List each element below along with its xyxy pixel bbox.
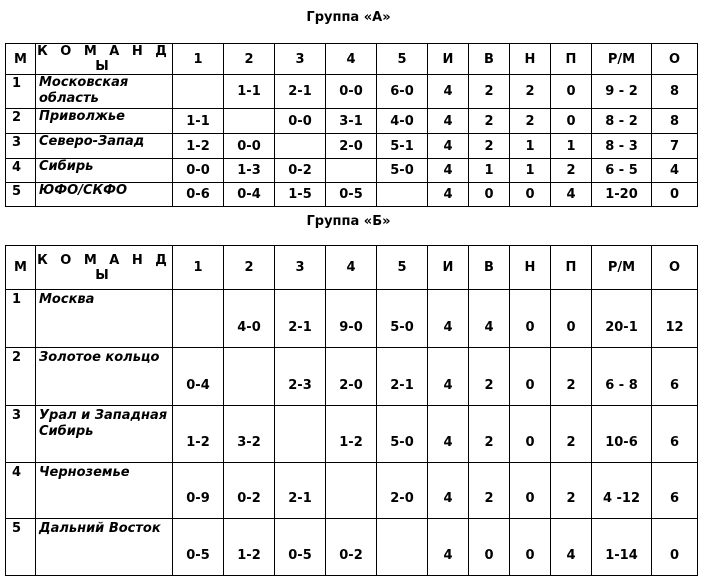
score-cell: 0-4 bbox=[224, 183, 275, 207]
header-col: 3 bbox=[275, 246, 326, 290]
place-cell: 5 bbox=[6, 183, 36, 207]
place-cell: 4 bbox=[6, 159, 36, 183]
score-cell: 1-2 bbox=[173, 134, 224, 159]
score-cell: 0 bbox=[551, 109, 592, 134]
score-cell bbox=[377, 519, 428, 576]
header-col: Н bbox=[510, 44, 551, 75]
score-cell: 3-2 bbox=[224, 406, 275, 463]
score-cell: 4 bbox=[652, 159, 698, 183]
table-row bbox=[6, 183, 698, 207]
score-cell: 4 bbox=[428, 75, 469, 109]
score-cell: 2 bbox=[551, 159, 592, 183]
group-a-title: Группа «А» bbox=[306, 10, 391, 25]
score-cell: 1-1 bbox=[224, 75, 275, 109]
team-name: Золотое кольцо bbox=[36, 348, 173, 406]
table-row bbox=[6, 348, 698, 406]
score-cell: 0-5 bbox=[173, 519, 224, 576]
score-cell: 4 bbox=[428, 159, 469, 183]
score-cell: 6 - 5 bbox=[592, 159, 652, 183]
score-cell: 4 bbox=[428, 348, 469, 406]
place-cell: 2 bbox=[6, 109, 36, 134]
score-cell: 6-0 bbox=[377, 75, 428, 109]
score-cell: 1-2 bbox=[326, 406, 377, 463]
team-name: Москва bbox=[36, 290, 173, 348]
score-cell: 5-0 bbox=[377, 406, 428, 463]
group-b-title: Группа «Б» bbox=[306, 214, 391, 229]
score-cell: 8 bbox=[652, 109, 698, 134]
score-cell: 0-0 bbox=[173, 159, 224, 183]
table-row bbox=[6, 463, 698, 519]
team-name: Северо-Запад bbox=[36, 134, 173, 159]
table-row bbox=[6, 75, 698, 109]
header-col: В bbox=[469, 44, 510, 75]
header-col: 3 bbox=[275, 44, 326, 75]
score-cell: 0-2 bbox=[224, 463, 275, 519]
score-cell: 7 bbox=[652, 134, 698, 159]
score-cell: 4-0 bbox=[224, 290, 275, 348]
header-col: 1 bbox=[173, 44, 224, 75]
score-cell: 12 bbox=[652, 290, 698, 348]
score-cell: 0-5 bbox=[326, 183, 377, 207]
score-cell: 10-6 bbox=[592, 406, 652, 463]
score-cell: 1 bbox=[510, 159, 551, 183]
team-name: Сибирь bbox=[36, 159, 173, 183]
score-cell: 2-1 bbox=[377, 348, 428, 406]
place-cell: 1 bbox=[6, 290, 36, 348]
header-col: В bbox=[469, 246, 510, 290]
score-cell: 4 bbox=[428, 406, 469, 463]
score-cell: 2-3 bbox=[275, 348, 326, 406]
score-cell bbox=[326, 463, 377, 519]
score-cell: 6 - 8 bbox=[592, 348, 652, 406]
header-place: М bbox=[6, 246, 36, 290]
score-cell: 2-0 bbox=[326, 348, 377, 406]
score-cell: 0-9 bbox=[173, 463, 224, 519]
score-cell: 3-1 bbox=[326, 109, 377, 134]
group-b-header-row bbox=[6, 246, 698, 290]
score-cell: 5-1 bbox=[377, 134, 428, 159]
score-cell bbox=[224, 109, 275, 134]
score-cell: 1-2 bbox=[173, 406, 224, 463]
score-cell bbox=[326, 159, 377, 183]
header-col: И bbox=[428, 246, 469, 290]
score-cell: 4 bbox=[551, 519, 592, 576]
header-col: 5 bbox=[377, 44, 428, 75]
score-cell: 2 bbox=[469, 75, 510, 109]
score-cell: 0 bbox=[551, 290, 592, 348]
score-cell: 2 bbox=[469, 406, 510, 463]
score-cell: 2-0 bbox=[377, 463, 428, 519]
score-cell: 2-1 bbox=[275, 290, 326, 348]
score-cell: 0-2 bbox=[326, 519, 377, 576]
score-cell: 1 bbox=[551, 134, 592, 159]
score-cell: 2-1 bbox=[275, 75, 326, 109]
score-cell: 0 bbox=[469, 519, 510, 576]
header-col: 4 bbox=[326, 246, 377, 290]
score-cell: 5-0 bbox=[377, 290, 428, 348]
score-cell: 0-2 bbox=[275, 159, 326, 183]
score-cell: 0 bbox=[652, 183, 698, 207]
table-row bbox=[6, 159, 698, 183]
table-row bbox=[6, 290, 698, 348]
header-col: 4 bbox=[326, 44, 377, 75]
place-cell: 3 bbox=[6, 406, 36, 463]
team-name: Московская область bbox=[36, 75, 173, 109]
score-cell: 2 bbox=[510, 75, 551, 109]
team-name: Приволжье bbox=[36, 109, 173, 134]
score-cell: 1-20 bbox=[592, 183, 652, 207]
score-cell: 0 bbox=[510, 519, 551, 576]
score-cell: 0 bbox=[510, 290, 551, 348]
header-place: М bbox=[6, 44, 36, 75]
place-cell: 3 bbox=[6, 134, 36, 159]
score-cell: 0-4 bbox=[173, 348, 224, 406]
score-cell: 4 bbox=[428, 109, 469, 134]
score-cell: 2 bbox=[551, 348, 592, 406]
score-cell: 4 bbox=[428, 183, 469, 207]
score-cell: 4 -12 bbox=[592, 463, 652, 519]
header-col: О bbox=[652, 246, 698, 290]
group-a-table bbox=[5, 43, 698, 207]
header-col: 2 bbox=[224, 44, 275, 75]
header-col: Р/М bbox=[592, 246, 652, 290]
score-cell: 4 bbox=[428, 134, 469, 159]
score-cell: 1 bbox=[510, 134, 551, 159]
score-cell: 0-5 bbox=[275, 519, 326, 576]
score-cell: 2 bbox=[551, 406, 592, 463]
place-cell: 5 bbox=[6, 519, 36, 576]
score-cell: 8 - 3 bbox=[592, 134, 652, 159]
score-cell: 4 bbox=[469, 290, 510, 348]
score-cell: 0 bbox=[510, 463, 551, 519]
team-name: Черноземье bbox=[36, 463, 173, 519]
score-cell: 1-3 bbox=[224, 159, 275, 183]
score-cell: 2 bbox=[551, 463, 592, 519]
score-cell: 0 bbox=[510, 406, 551, 463]
header-col: 5 bbox=[377, 246, 428, 290]
score-cell: 20-1 bbox=[592, 290, 652, 348]
score-cell: 2 bbox=[469, 348, 510, 406]
score-cell: 8 bbox=[652, 75, 698, 109]
score-cell: 6 bbox=[652, 406, 698, 463]
score-cell: 0 bbox=[510, 183, 551, 207]
score-cell bbox=[377, 183, 428, 207]
header-teams: К О М А Н Д Ы bbox=[36, 246, 173, 290]
score-cell: 2 bbox=[510, 109, 551, 134]
score-cell: 5-0 bbox=[377, 159, 428, 183]
score-cell: 6 bbox=[652, 348, 698, 406]
table-row bbox=[6, 519, 698, 576]
score-cell: 9-0 bbox=[326, 290, 377, 348]
team-name: Урал и Западная Сибирь bbox=[36, 406, 173, 463]
table-row bbox=[6, 406, 698, 463]
score-cell bbox=[173, 290, 224, 348]
score-cell bbox=[224, 348, 275, 406]
score-cell: 6 bbox=[652, 463, 698, 519]
score-cell: 4 bbox=[428, 463, 469, 519]
place-cell: 2 bbox=[6, 348, 36, 406]
header-col: П bbox=[551, 246, 592, 290]
score-cell: 0-0 bbox=[275, 109, 326, 134]
header-col: 1 bbox=[173, 246, 224, 290]
score-cell: 1 bbox=[469, 159, 510, 183]
place-cell: 4 bbox=[6, 463, 36, 519]
score-cell: 1-5 bbox=[275, 183, 326, 207]
score-cell: 2 bbox=[469, 463, 510, 519]
team-name: ЮФО/СКФО bbox=[36, 183, 173, 207]
score-cell: 1-1 bbox=[173, 109, 224, 134]
score-cell: 4 bbox=[428, 290, 469, 348]
score-cell: 0 bbox=[510, 348, 551, 406]
header-col: И bbox=[428, 44, 469, 75]
score-cell: 1-14 bbox=[592, 519, 652, 576]
header-col: Р/М bbox=[592, 44, 652, 75]
score-cell: 0-0 bbox=[326, 75, 377, 109]
score-cell bbox=[275, 134, 326, 159]
score-cell bbox=[275, 406, 326, 463]
score-cell: 0 bbox=[551, 75, 592, 109]
place-cell: 1 bbox=[6, 75, 36, 109]
score-cell: 2 bbox=[469, 109, 510, 134]
score-cell: 4 bbox=[551, 183, 592, 207]
score-cell: 8 - 2 bbox=[592, 109, 652, 134]
score-cell: 4 bbox=[428, 519, 469, 576]
score-cell: 2-1 bbox=[275, 463, 326, 519]
score-cell: 2-0 bbox=[326, 134, 377, 159]
table-row bbox=[6, 134, 698, 159]
group-a-header-row bbox=[6, 44, 698, 75]
team-name: Дальний Восток bbox=[36, 519, 173, 576]
score-cell: 1-2 bbox=[224, 519, 275, 576]
score-cell: 9 - 2 bbox=[592, 75, 652, 109]
header-teams: К О М А Н Д Ы bbox=[37, 44, 171, 74]
score-cell bbox=[173, 75, 224, 109]
table-row bbox=[6, 109, 698, 134]
header-col: Н bbox=[510, 246, 551, 290]
score-cell: 2 bbox=[469, 134, 510, 159]
score-cell: 0 bbox=[469, 183, 510, 207]
score-cell: 0-6 bbox=[173, 183, 224, 207]
header-col: П bbox=[551, 44, 592, 75]
group-b-table bbox=[5, 245, 698, 576]
score-cell: 0-0 bbox=[224, 134, 275, 159]
score-cell: 4-0 bbox=[377, 109, 428, 134]
score-cell: 0 bbox=[652, 519, 698, 576]
header-col: 2 bbox=[224, 246, 275, 290]
header-col: О bbox=[652, 44, 698, 75]
